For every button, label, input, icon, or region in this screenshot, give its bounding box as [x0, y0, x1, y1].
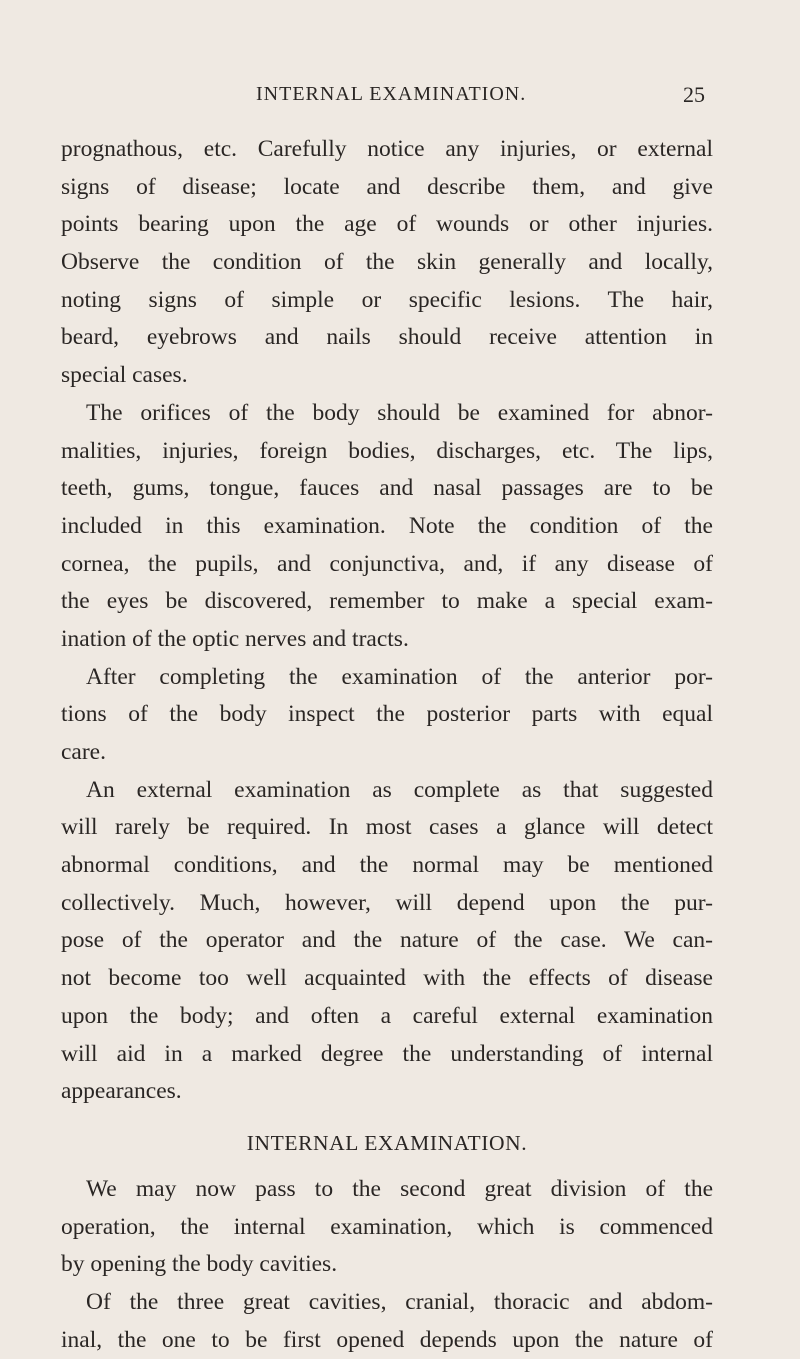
- text-line: abnormal conditions, and the normal may be mentioned: [61, 852, 713, 879]
- text-line: collectively. Much, however, will depend upon the pur-: [61, 889, 713, 916]
- text-line: inal, the one to be first opened depends upon the nature of: [61, 1326, 713, 1353]
- text-line: will aid in a marked degree the understanding of internal: [61, 1040, 713, 1067]
- paragraph-internal-division: [61, 1171, 713, 1284]
- text-line: signs of disease; locate and describe them, and give: [61, 173, 713, 200]
- text-line: upon the body; and often a careful external examination: [61, 1002, 713, 1029]
- text-line: appearances.: [61, 1078, 182, 1105]
- paragraph-posterior-parts: [61, 659, 713, 772]
- text-line: included in this examination. Note the condition of the: [61, 512, 713, 539]
- text-line: noting signs of simple or specific lesions. The hair,: [61, 286, 713, 313]
- text-line: points bearing upon the age of wounds or other injuries.: [61, 211, 713, 238]
- text-line: An external examination as complete as that suggested: [86, 776, 713, 803]
- text-line: cornea, the pupils, and conjunctiva, and, if any disease of: [61, 550, 713, 577]
- running-title: INTERNAL EXAMINATION.: [256, 83, 527, 105]
- body-text: [61, 131, 713, 1359]
- text-line: will rarely be required. In most cases a glance will detect: [61, 814, 713, 841]
- text-line: special cases.: [61, 362, 188, 389]
- page-number: 25: [683, 82, 705, 107]
- text-line: The orifices of the body should be examined for abnor-: [86, 399, 713, 426]
- text-line: prognathous, etc. Carefully notice any injuries, or external: [61, 136, 713, 162]
- paragraph-skin-examination: [61, 131, 713, 395]
- paragraph-orifices: [61, 395, 713, 659]
- text-line: pose of the operator and the nature of the case. We can-: [61, 927, 713, 954]
- text-line: tions of the body inspect the posterior parts with equal: [61, 701, 713, 728]
- text-line: malities, injuries, foreign bodies, discharges, etc. The lips,: [61, 437, 713, 464]
- section-heading: INTERNAL EXAMINATION.: [246, 1130, 528, 1155]
- text-line: Of the three great cavities, cranial, thoracic and abdom-: [86, 1288, 713, 1315]
- text-line: operation, the internal examination, which is commenced: [61, 1213, 713, 1240]
- text-line: the eyes be discovered, remember to make a special exam-: [61, 588, 713, 615]
- text-line: not become too well acquainted with the effects of disease: [61, 965, 713, 992]
- running-head: [0, 83, 800, 113]
- text-line: by opening the body cavities.: [61, 1251, 338, 1278]
- text-line: care.: [61, 739, 106, 765]
- text-line: teeth, gums, tongue, fauces and nasal passages are to be: [61, 475, 713, 502]
- text-line: ination of the optic nerves and tracts.: [61, 625, 409, 652]
- paragraph-three-cavities: [61, 1284, 713, 1359]
- text-line: Observe the condition of the skin generally and locally,: [61, 249, 713, 276]
- text-line: beard, eyebrows and nails should receive attention in: [61, 324, 713, 351]
- text-line: After completing the examination of the anterior por-: [86, 663, 713, 690]
- paragraph-external-examination: [61, 772, 713, 1111]
- text-line: We may now pass to the second great division of the: [86, 1175, 713, 1202]
